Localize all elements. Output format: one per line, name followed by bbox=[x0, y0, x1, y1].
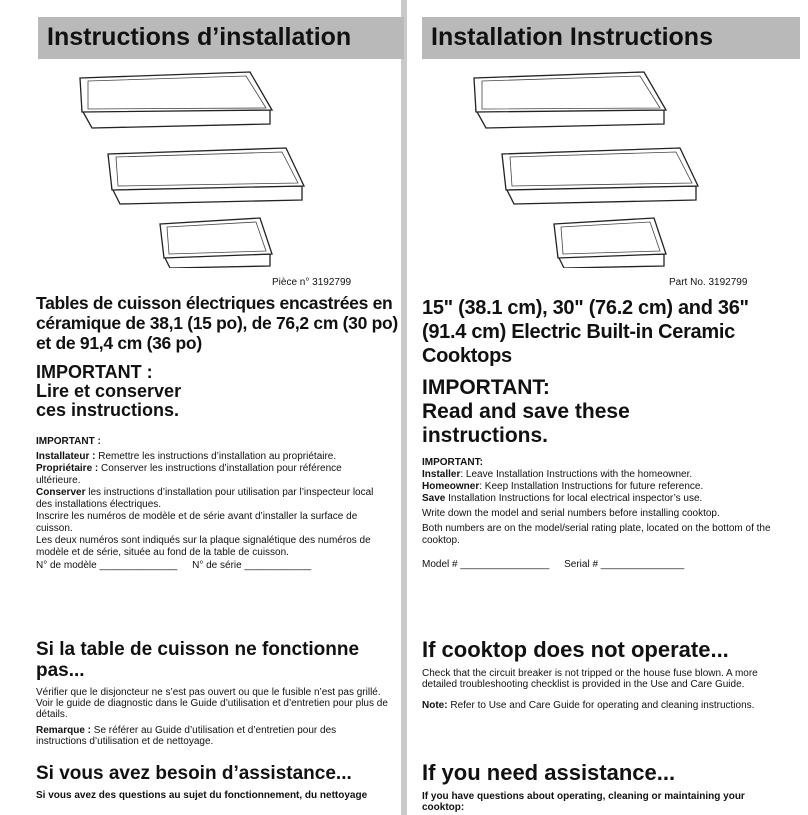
imp-label: IMPORTANT : bbox=[36, 436, 101, 447]
keep-label: Conserver bbox=[36, 487, 86, 498]
cooktops-illustration-en bbox=[464, 68, 734, 268]
not-operate-heading-en: If cooktop does not operate... bbox=[422, 637, 729, 662]
owner-text-en: : Keep Installation Instructions for future reference. bbox=[479, 481, 704, 492]
part-number-en: Part No. 3192799 bbox=[669, 277, 748, 288]
note-label-en: Note: bbox=[422, 700, 448, 711]
cooktops-illustration bbox=[70, 68, 340, 268]
imp-label-en: IMPORTANT: bbox=[422, 457, 483, 468]
important-line-3-en: instructions. bbox=[422, 424, 549, 447]
owner-label: Propriétaire : bbox=[36, 463, 99, 474]
product-title-fr: Tables de cuisson électriques encastrées en céramique de 38,1 (15 po), de 76,2 cm (30 po) et de 91,4 cm (36 po) bbox=[36, 293, 398, 353]
not-operate-text-en bbox=[422, 668, 788, 716]
english-column bbox=[414, 0, 794, 815]
installer-label: Installateur : bbox=[36, 451, 96, 462]
important-heading-fr bbox=[36, 363, 396, 420]
number-fields-en bbox=[422, 559, 696, 570]
remark-text: Se référer au Guide d’utilisation et d’entretien pour des instructions d’utilisation et de nettoyage. bbox=[36, 725, 337, 747]
rating-plate-text-en: Both numbers are on the model/serial rating plate, located on the bottom of the cooktop. bbox=[422, 523, 771, 546]
troubleshoot-text-en: Check that the circuit breaker is not tripped or the house fuse blown. A more detailed troubleshooting checklist is provided in the Use and Care Guide. bbox=[422, 668, 758, 690]
save-text-en: Installation Instructions for local electrical inspector’s use. bbox=[448, 493, 703, 504]
note-text-en: Refer to Use and Care Guide for operating and cleaning instructions. bbox=[450, 700, 755, 711]
model-number-field-en: Model # ________________ bbox=[422, 559, 550, 570]
keep-text: les instructions d’installation pour utilisation par l’inspecteur local des installations électriques. bbox=[36, 487, 374, 510]
french-column bbox=[20, 0, 400, 815]
instructions-body-en bbox=[422, 457, 788, 550]
important-line-2-en: Read and save these bbox=[422, 400, 630, 423]
assistance-heading-en: If you need assistance... bbox=[422, 760, 676, 785]
write-numbers-text-en: Write down the model and serial numbers before installing cooktop. bbox=[422, 508, 720, 519]
model-number-field: N° de modèle ______________ bbox=[36, 560, 178, 571]
not-operate-text-fr bbox=[36, 687, 388, 752]
owner-text: Conserver les instructions d’installation pour référence ultérieure. bbox=[36, 463, 342, 486]
product-title-en: 15" (38.1 cm), 30" (76.2 cm) and 36" (91.4 cm) Electric Built-in Ceramic Cooktops bbox=[422, 297, 749, 367]
installer-label-en: Installer bbox=[422, 469, 461, 480]
assistance-text-en: If you have questions about operating, cleaning or maintaining your cooktop: bbox=[422, 791, 745, 813]
instructions-body-fr bbox=[36, 436, 388, 562]
cooktop-30-drawing bbox=[108, 148, 304, 204]
installer-text-en: : Leave Installation Instructions with the homeowner. bbox=[460, 469, 693, 480]
remark-label: Remarque : bbox=[36, 725, 92, 736]
cooktop-30-drawing-en bbox=[502, 148, 698, 204]
page-title-fr: Instructions d’installation bbox=[38, 17, 404, 59]
number-fields-fr bbox=[36, 560, 323, 571]
serial-number-field: N° de série ____________ bbox=[192, 560, 312, 571]
important-heading-en bbox=[422, 376, 782, 448]
owner-label-en: Homeowner bbox=[422, 481, 480, 492]
important-line-2: Lire et conserver bbox=[36, 381, 182, 401]
cooktop-36-drawing-en bbox=[474, 72, 666, 128]
troubleshoot-text: Vérifier que le disjoncteur ne s’est pas ouvert ou que le fusible n’est pas grillé. Voir le guide de diagnostic dans le Guide d’utilisation et d’entretien pour plus de détails. bbox=[36, 687, 388, 720]
rating-plate-text: Les deux numéros sont indiqués sur la plaque signalétique des numéros de modèle et de série, située au fond de la table de cuisson. bbox=[36, 535, 371, 558]
assistance-text-fr: Si vous avez des questions au sujet du fonctionnement, du nettoyage bbox=[36, 790, 368, 801]
cooktop-15-drawing bbox=[160, 218, 272, 268]
important-line-1: IMPORTANT : bbox=[36, 362, 153, 382]
serial-number-field-en: Serial # _______________ bbox=[564, 559, 685, 570]
not-operate-heading-fr: Si la table de cuisson ne fonctionne pas... bbox=[36, 639, 360, 681]
save-label-en: Save bbox=[422, 493, 446, 504]
cooktop-15-drawing-en bbox=[554, 218, 666, 268]
assistance-heading-fr: Si vous avez besoin d’assistance... bbox=[36, 763, 352, 784]
cooktop-36-drawing bbox=[80, 72, 272, 128]
write-numbers-text: Inscrire les numéros de modèle et de série avant d’installer la surface de cuisson. bbox=[36, 511, 358, 534]
important-line-3: ces instructions. bbox=[36, 400, 180, 420]
part-number-fr: Pièce n° 3192799 bbox=[272, 277, 352, 288]
column-divider bbox=[401, 0, 407, 815]
page-title-en: Installation Instructions bbox=[422, 17, 800, 59]
important-line-1-en: IMPORTANT: bbox=[422, 376, 550, 399]
installer-text: Remettre les instructions d’installation au propriétaire. bbox=[98, 451, 337, 462]
